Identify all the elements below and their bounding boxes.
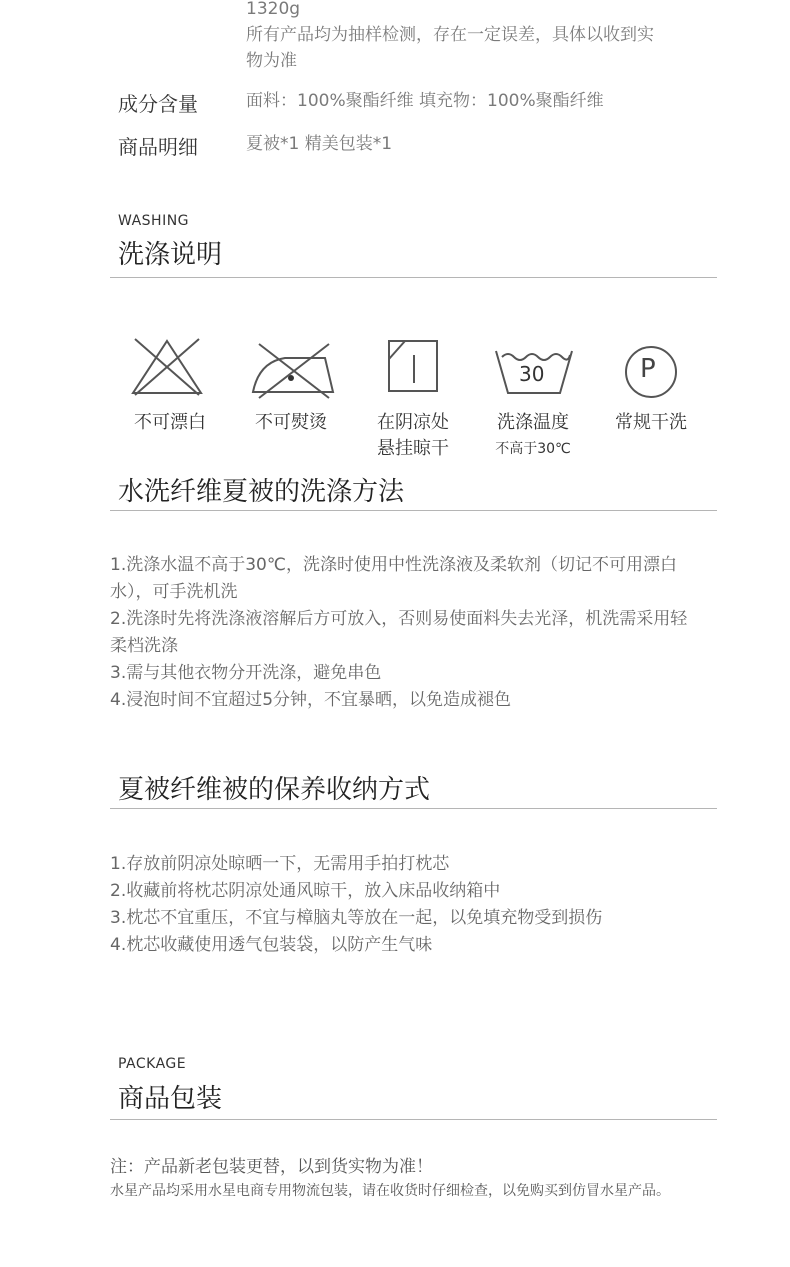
method-line: 2.洗涤时先将洗涤液溶解后方可放入，否则易使面料失去光泽，机洗需采用轻: [110, 609, 688, 629]
composition-label: 成分含量: [118, 92, 198, 116]
hang-dry-label-line-1: 在阴凉处: [377, 412, 449, 433]
care-line: 3.枕芯不宜重压，不宜与樟脑丸等放在一起，以免填充物受到损伤: [110, 908, 603, 928]
package-note-2: 水星产品均采用水星电商专用物流包装，请在收货时仔细检查，以免购买到仿冒水星产品。: [110, 1183, 670, 1199]
composition-value: 面料：100%聚酯纤维 填充物：100%聚酯纤维: [246, 91, 604, 111]
package-en-label: PACKAGE: [118, 1056, 187, 1072]
hang-dry-shade-icon: [385, 337, 441, 395]
care-line: 4.枕芯收藏使用透气包装袋，以防产生气味: [110, 935, 433, 955]
dry-clean-label: 常规干洗: [615, 412, 687, 433]
wash-temperature-sub: 不高于30℃: [495, 441, 571, 457]
washing-en-label: WASHING: [118, 213, 190, 229]
weight-note-line-2: 物为准: [246, 51, 297, 71]
hang-dry-label-line-2: 悬挂晾干: [377, 438, 449, 459]
package-note-1: 注：产品新老包装更替，以到货实物为准！: [110, 1157, 433, 1177]
care-line: 2.收藏前将枕芯阴凉处通风晾干，放入床品收纳箱中: [110, 881, 501, 901]
no-bleach-icon: [125, 335, 209, 399]
method-divider: [110, 510, 717, 511]
wash-temperature-label: [473, 410, 593, 462]
method-line: 4.浸泡时间不宜超过5分钟，不宜暴晒，以免造成褪色: [110, 690, 512, 710]
care-divider: [110, 808, 717, 809]
dry-clean-letter: P: [640, 354, 656, 384]
wash-temperature-label-line-1: 洗涤温度: [497, 412, 569, 433]
hang-dry-label: [353, 410, 473, 462]
method-list: [110, 552, 725, 714]
method-line: 1.洗涤水温不高于30℃，洗涤时使用中性洗涤液及柔软剂（切记不可用漂白: [110, 555, 677, 575]
no-iron-label: 不可熨烫: [255, 412, 327, 433]
method-line: 柔档洗涤: [110, 636, 178, 656]
package-title: 商品包装: [118, 1084, 223, 1114]
weight-value: 1320g: [246, 0, 301, 19]
care-list: [110, 851, 725, 959]
package-divider: [110, 1119, 717, 1120]
method-title: 水洗纤维夏被的洗涤方法: [118, 477, 405, 507]
method-line: 水），可手洗机洗: [110, 582, 238, 602]
no-bleach-label: 不可漂白: [134, 412, 206, 433]
care-line: 1.存放前阴凉处晾晒一下，无需用手拍打枕芯: [110, 854, 450, 874]
no-iron-icon: [245, 340, 341, 400]
contents-value: 夏被*1 精美包装*1: [246, 134, 393, 154]
contents-label: 商品明细: [118, 135, 198, 159]
washing-title: 洗涤说明: [118, 240, 223, 270]
washing-divider: [110, 277, 717, 278]
method-line: 3.需与其他衣物分开洗涤，避免串色: [110, 663, 382, 683]
weight-note-line-1: 所有产品均为抽样检测，存在一定误差，具体以收到实: [246, 25, 654, 45]
wash-temperature-value: 30: [519, 362, 545, 386]
care-title: 夏被纤维被的保养收纳方式: [118, 775, 431, 805]
